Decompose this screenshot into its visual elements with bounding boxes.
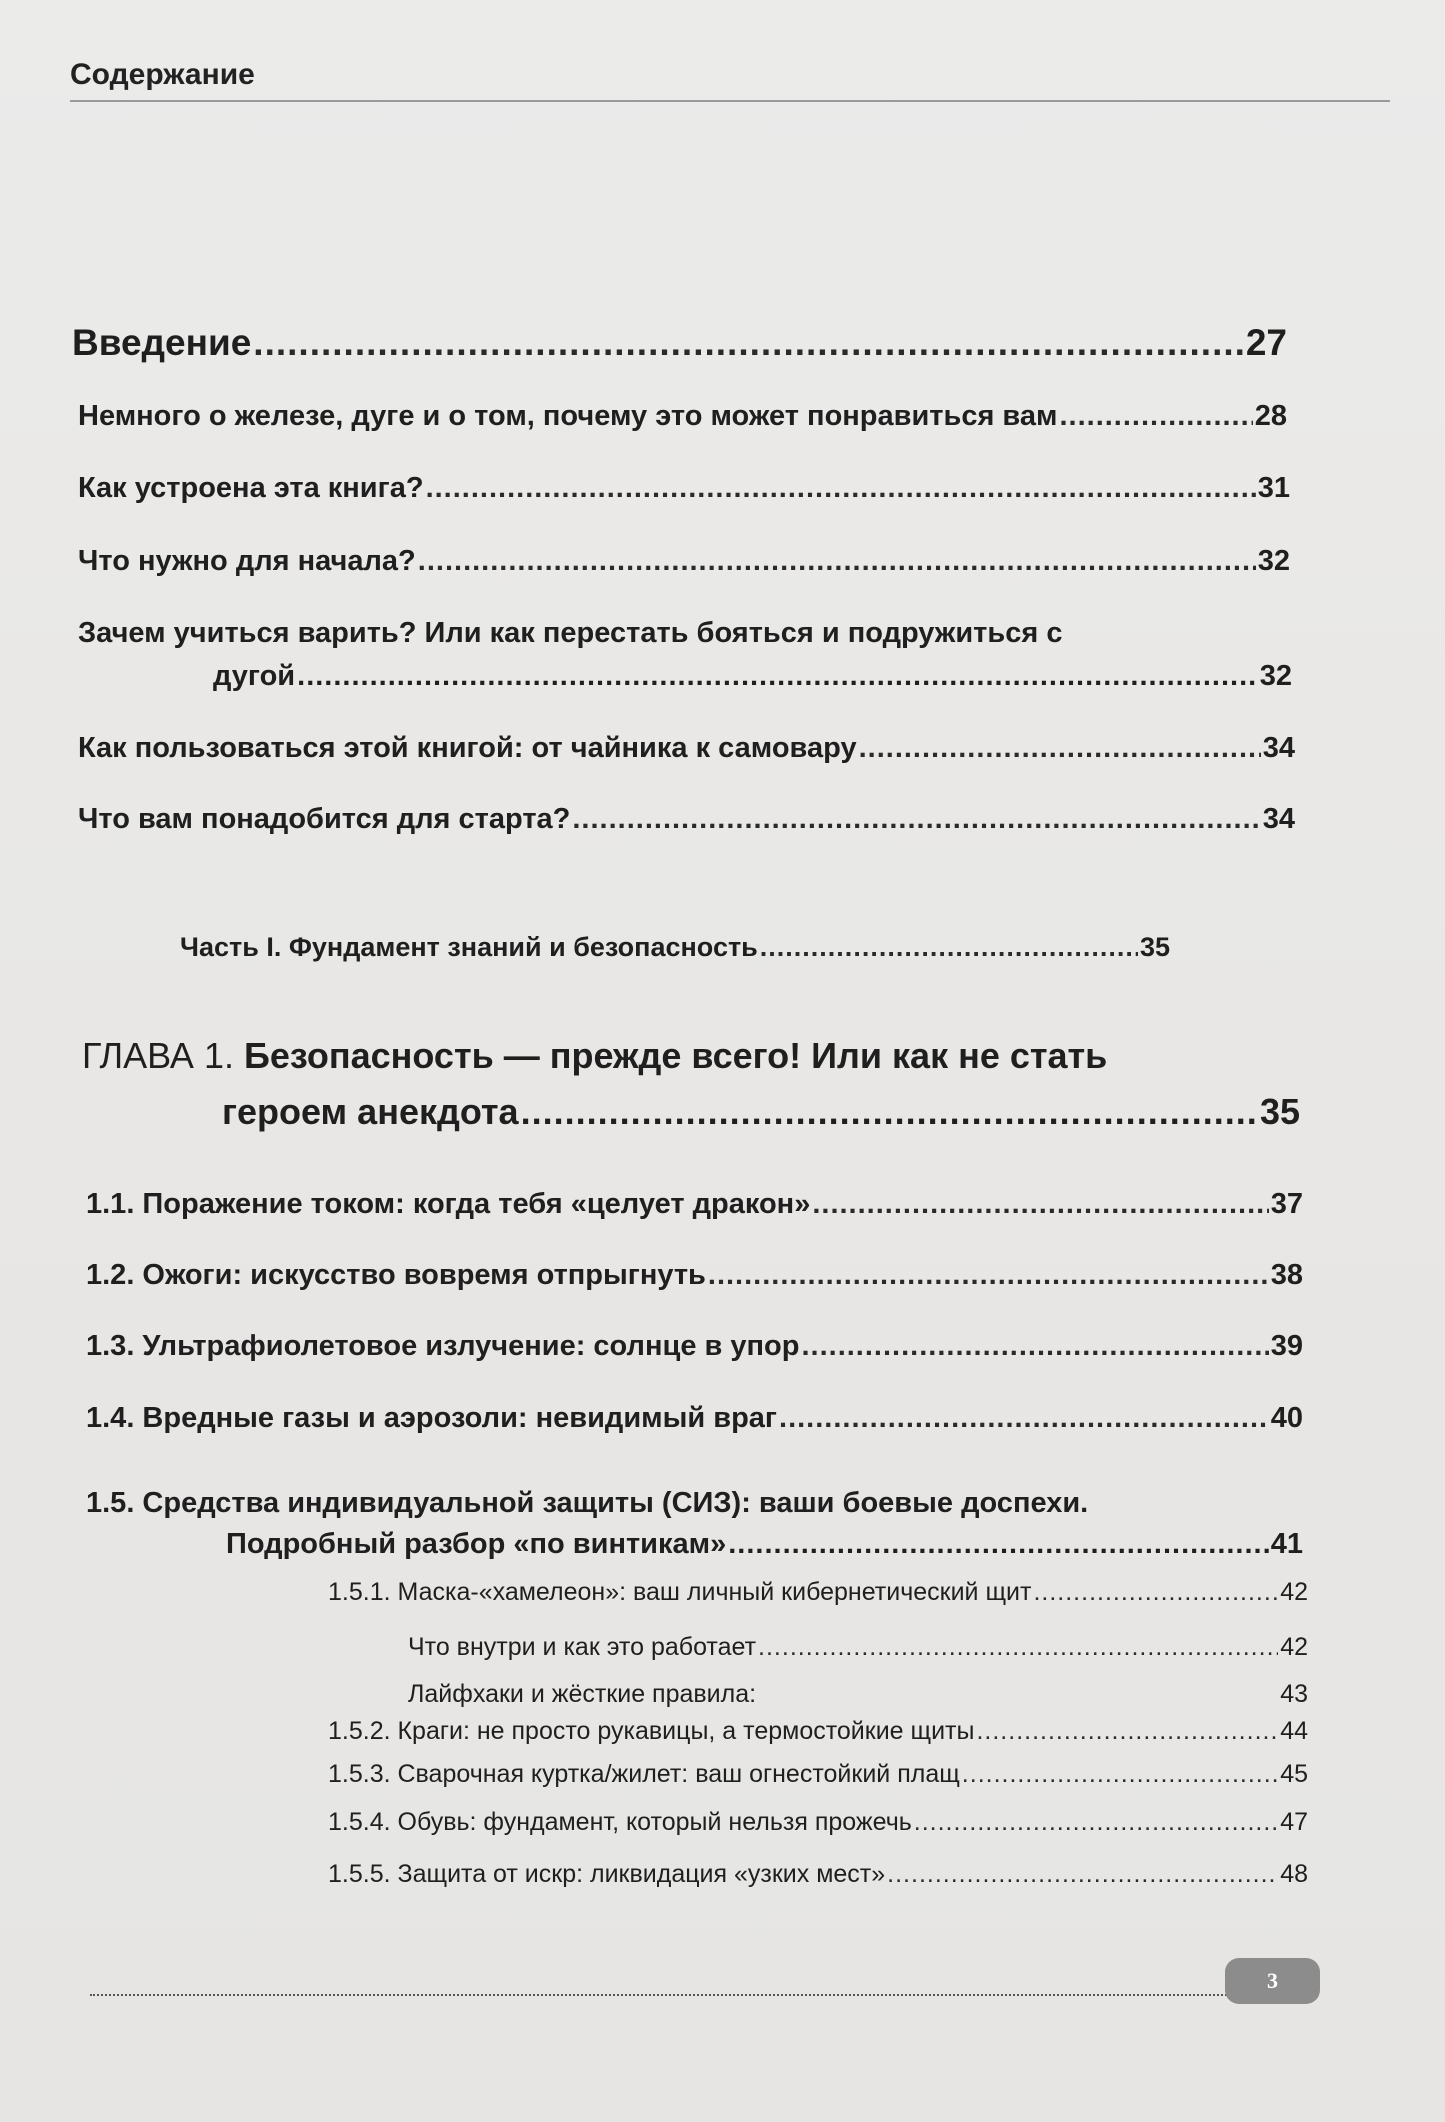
toc-entry-page: 47 <box>1280 1808 1308 1836</box>
toc-entry-page: 43 <box>1280 1680 1308 1708</box>
toc-entry-title: 1.5.2. Краги: не просто рукавицы, а термостойкие щиты <box>328 1717 975 1745</box>
page-title: Содержание <box>70 58 255 91</box>
toc-entry-page: 32 <box>1259 660 1292 692</box>
dot-leader <box>859 732 1261 765</box>
toc-entry-title: 1.3. Ультрафиолетовое излучение: солнце в упор <box>86 1330 800 1362</box>
toc-entry[interactable] <box>78 617 1292 693</box>
header-divider <box>70 100 1390 102</box>
toc-entry-title: Что вам понадобится для старта? <box>78 803 571 835</box>
dot-leader <box>1059 400 1252 433</box>
toc-entry-page: 44 <box>1280 1717 1308 1745</box>
toc-entry-title: Безопасность — прежде всего! Или как не стать <box>243 1035 1108 1076</box>
toc-entry-page: 41 <box>1270 1528 1303 1560</box>
dot-leader <box>418 545 1256 578</box>
dot-leader <box>887 1860 1278 1889</box>
toc-entry-page: 32 <box>1257 545 1290 577</box>
dot-leader <box>297 660 1258 693</box>
toc-entry-subsection[interactable] <box>328 1808 1308 1837</box>
toc-entry-title: 1.1. Поражение током: когда тебя «целует дракон» <box>86 1188 811 1220</box>
toc-entry-title: Введение <box>72 322 252 363</box>
toc-entry-page: 37 <box>1270 1188 1303 1220</box>
toc-entry-subsection[interactable] <box>408 1680 1308 1709</box>
toc-entry-page: 27 <box>1245 322 1287 363</box>
toc-entry-chapter[interactable] <box>82 1035 1300 1133</box>
dot-leader <box>521 1091 1258 1133</box>
toc-entry-title-continuation: Подробный разбор «по винтикам» <box>226 1528 727 1560</box>
toc-entry-title: Немного о железе, дуге и о том, почему это может понравиться вам <box>78 400 1058 432</box>
toc-entry-title: 1.5.3. Сварочная куртка/жилет: ваш огнестойкий плащ <box>328 1760 960 1788</box>
toc-entry-title: 1.5.4. Обувь: фундамент, который нельзя прожечь <box>328 1808 912 1836</box>
toc-entry-title-continuation: героем анекдота <box>222 1091 519 1132</box>
toc-entry[interactable] <box>78 400 1287 433</box>
toc-entry-page: 35 <box>1259 1091 1300 1132</box>
toc-entry-title: Зачем учиться варить? Или как перестать бояться и подружиться с <box>78 617 1063 649</box>
toc-entry-subsection[interactable] <box>328 1860 1308 1889</box>
chapter-label: ГЛАВА 1. <box>82 1035 234 1076</box>
dot-leader <box>572 803 1260 836</box>
page-number-badge: 3 <box>1225 1958 1320 2004</box>
toc-entry-page: 42 <box>1280 1633 1308 1661</box>
toc-entry-title: 1.2. Ожоги: искусство вовремя отпрыгнуть <box>86 1259 706 1291</box>
toc-entry-subsection[interactable] <box>328 1578 1308 1607</box>
toc-entry[interactable] <box>78 732 1295 765</box>
toc-entry-section[interactable] <box>86 1402 1303 1435</box>
dot-leader <box>426 472 1256 505</box>
toc-entry-section[interactable] <box>86 1259 1303 1292</box>
toc-entry[interactable] <box>78 472 1290 505</box>
dot-leader <box>1033 1578 1278 1607</box>
toc-entry-title: 1.5.5. Защита от искр: ликвидация «узких мест» <box>328 1860 886 1888</box>
footer-divider <box>90 1994 1230 1996</box>
toc-entry-title: 1.5.1. Маска-«хамелеон»: ваш личный кибернетический щит <box>328 1578 1032 1606</box>
dot-leader <box>976 1717 1278 1746</box>
toc-entry-title: 1.5. Средства индивидуальной защиты (СИЗ): ваши боевые доспехи. <box>86 1487 1089 1519</box>
toc-entry-title-continuation: дугой <box>213 660 296 692</box>
dot-leader <box>812 1188 1268 1221</box>
toc-entry-page: 35 <box>1139 932 1170 962</box>
toc-entry-page: 31 <box>1257 472 1290 504</box>
dot-leader <box>253 322 1244 364</box>
toc-entry-title: Как устроена эта книга? <box>78 472 424 504</box>
dot-leader <box>760 932 1138 963</box>
toc-entry-page: 40 <box>1270 1402 1303 1434</box>
dot-leader <box>914 1808 1278 1837</box>
toc-entry-subsection[interactable] <box>328 1717 1308 1746</box>
toc-entry-page: 38 <box>1270 1259 1303 1291</box>
toc-entry-section[interactable] <box>86 1330 1303 1363</box>
toc-entry-page: 42 <box>1280 1578 1308 1606</box>
toc-entry-page: 39 <box>1270 1330 1303 1362</box>
toc-entry-page: 48 <box>1280 1860 1308 1888</box>
toc-entry-page: 45 <box>1280 1760 1308 1788</box>
dot-leader <box>779 1402 1269 1435</box>
dot-leader <box>708 1259 1269 1292</box>
toc-entry-section[interactable] <box>86 1487 1303 1561</box>
toc-entry[interactable] <box>78 545 1290 578</box>
toc-entry-title: Что внутри и как это работает <box>408 1633 757 1661</box>
dot-leader <box>962 1760 1278 1789</box>
toc-entry-page: 28 <box>1254 400 1287 432</box>
toc-entry-title: 1.4. Вредные газы и аэрозоли: невидимый враг <box>86 1402 778 1434</box>
toc-entry-page: 34 <box>1262 732 1295 764</box>
toc-entry-intro[interactable] <box>72 322 1287 364</box>
dot-leader <box>801 1330 1268 1363</box>
toc-entry-subsection[interactable] <box>408 1633 1308 1662</box>
dot-leader <box>728 1528 1269 1561</box>
toc-entry-part[interactable] <box>180 932 1170 963</box>
toc-entry-title: Что нужно для начала? <box>78 545 416 577</box>
toc-entry-subsection[interactable] <box>328 1760 1308 1789</box>
toc-entry[interactable] <box>78 803 1295 836</box>
toc-entry-title: Часть I. Фундамент знаний и безопасность <box>180 932 758 962</box>
toc-entry-title: Как пользоваться этой книгой: от чайника к самовару <box>78 732 857 764</box>
toc-entry-section[interactable] <box>86 1188 1303 1221</box>
toc-entry-page: 34 <box>1262 803 1295 835</box>
dot-leader <box>758 1633 1278 1662</box>
toc-entry-title: Лайфхаки и жёсткие правила: <box>408 1680 757 1708</box>
